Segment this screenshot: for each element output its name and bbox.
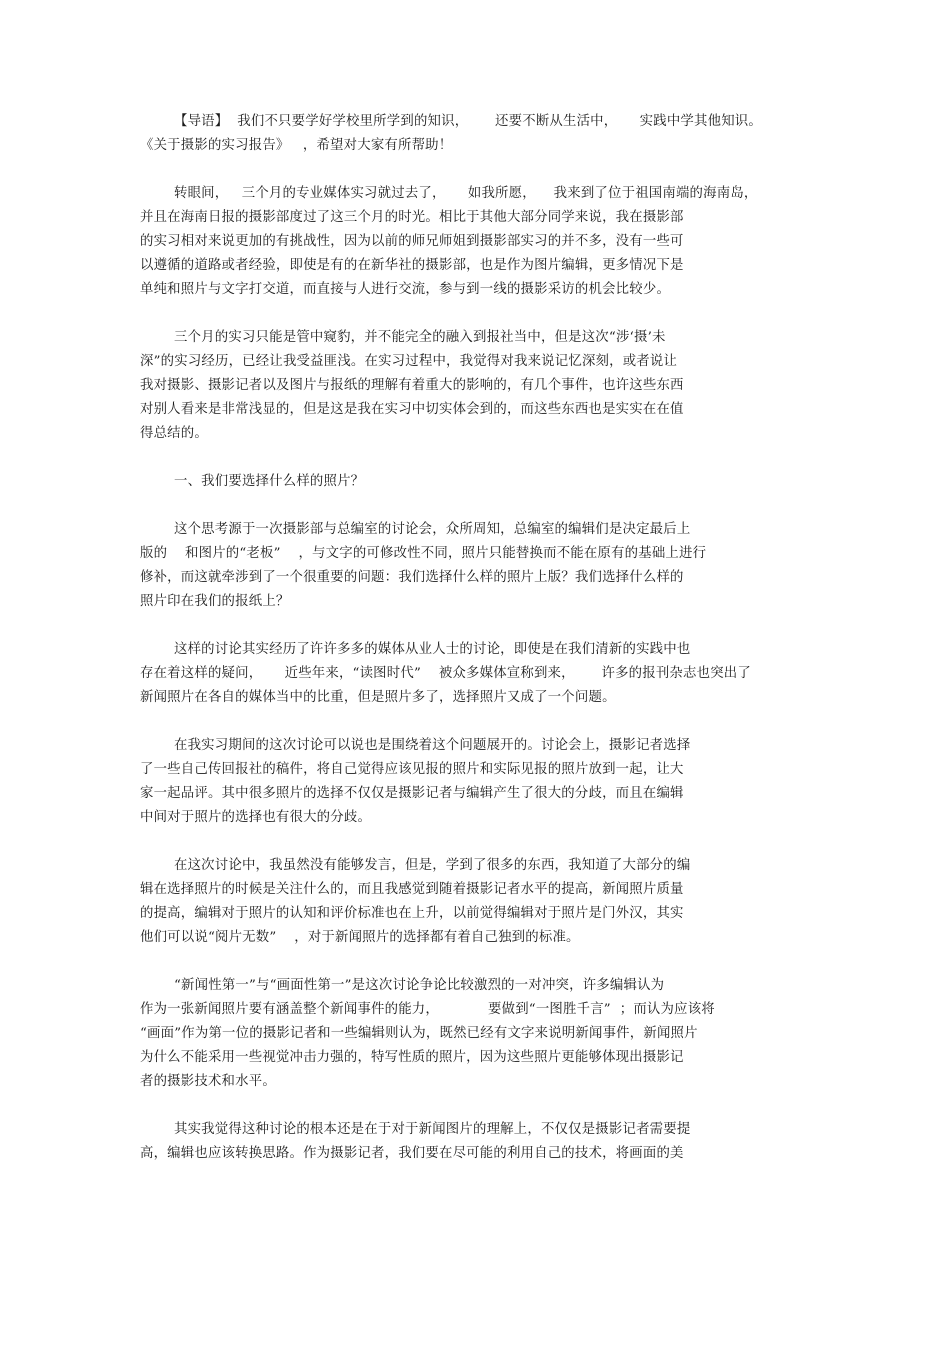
text-line: 了一些自己传回报社的稿件，将自己觉得应该见报的照片和实际见报的照片放到一起，让大 (140, 762, 684, 777)
text-line: 存在着这样的疑问， 近些年来，“读图时代” 被众多媒体宣称到来， 许多的报刊杂志也突出了 (140, 666, 751, 681)
text-line: 家一起品评。其中很多照片的选择不仅仅是摄影记者与编辑产生了很大的分歧，而且在编辑 (140, 786, 684, 801)
text-line: 中间对于照片的选择也有很大的分歧。 (140, 810, 372, 825)
text-line: 的提高，编辑对于照片的认知和评价标准也在上升，以前觉得编辑对于照片是门外汉，其实 (140, 906, 684, 921)
text-line: 《关于摄影的实习报告》 ，希望对大家有所帮助！ (140, 138, 453, 153)
paragraph-1 (140, 182, 796, 302)
text-line: 修补，而这就牵涉到了一个很重要的问题：我们选择什么样的照片上版？我们选择什么样的 (140, 570, 684, 585)
paragraph-2 (140, 326, 796, 446)
text-line: “画面”作为第一位的摄影记者和一些编辑则认为，既然已经有文字来说明新闻事件，新闻照片 (140, 1026, 698, 1041)
text-line: 以遵循的道路或者经验，即使是有的在新华社的摄影部，也是作为图片编辑，更多情况下是 (140, 258, 684, 273)
paragraph-6 (140, 854, 796, 950)
text-line: 新闻照片在各自的媒体当中的比重，但是照片多了，选择照片又成了一个问题。 (140, 690, 616, 705)
text-line: 他们可以说“阅片无数” ，对于新闻照片的选择都有着自己独到的标准。 (140, 930, 580, 945)
paragraph-5 (140, 734, 796, 830)
text-line: 【导语】 我们不只要学好学校里所学到的知识， 还要不断从生活中， 实践中学其他知识。 (174, 114, 762, 129)
text-line: 高，编辑也应该转换思路。作为摄影记者，我们要在尽可能的利用自己的技术，将画面的美 (140, 1146, 684, 1161)
text-line: 单纯和照片与文字打交道，而直接与人进行交流，参与到一线的摄影采访的机会比较少。 (140, 282, 671, 297)
paragraph-8 (140, 1118, 796, 1166)
document-page (140, 110, 796, 1166)
text-line: 对别人看来是非常浅显的，但是这是我在实习中切实体会到的，而这些东西也是实实在在值 (140, 402, 684, 417)
text-line: 这样的讨论其实经历了许许多多的媒体从业人士的讨论，即使是在我们清新的实践中也 (174, 642, 691, 657)
text-line: 三个月的实习只能是管中窥豹，并不能完全的融入到报社当中，但是这次“涉‘摄’未 (174, 330, 666, 345)
text-line: 这个思考源于一次摄影部与总编室的讨论会，众所周知，总编室的编辑们是决定最后上 (174, 522, 691, 537)
intro-paragraph (140, 110, 796, 158)
text-line: 照片印在我们的报纸上？ (140, 594, 290, 609)
text-line: 在这次讨论中，我虽然没有能够发言，但是，学到了很多的东西，我知道了大部分的编 (174, 858, 691, 873)
text-line: 在我实习期间的这次讨论可以说也是围绕着这个问题展开的。讨论会上，摄影记者选择 (174, 738, 691, 753)
section-heading: 一、我们要选择什么样的照片？ (174, 474, 365, 489)
text-line: 并且在海南日报的摄影部度过了这三个月的时光。相比于其他大部分同学来说，我在摄影部 (140, 210, 684, 225)
text-line: 其实我觉得这种讨论的根本还是在于对于新闻图片的理解上，不仅仅是摄影记者需要提 (174, 1122, 691, 1137)
text-line: 转眼间， 三个月的专业媒体实习就过去了， 如我所愿， 我来到了位于祖国南端的海南岛， (174, 186, 758, 201)
text-line: 作为一张新闻照片要有涵盖整个新闻事件的能力， 要做到“一图胜千言” ；而认为应该将 (140, 1002, 715, 1017)
text-line: 深”的实习经历，已经让我受益匪浅。在实习过程中，我觉得对我来说记忆深刻，或者说让 (140, 354, 678, 369)
paragraph-7 (140, 974, 796, 1094)
text-line: 的实习相对来说更加的有挑战性，因为以前的师兄师姐到摄影部实习的并不多，没有一些可 (140, 234, 684, 249)
text-line: 得总结的。 (140, 426, 208, 441)
paragraph-4 (140, 638, 796, 710)
text-line: 版的 和图片的“老板” ，与文字的可修改性不同，照片只能替换而不能在原有的基础上进行 (140, 546, 707, 561)
text-line: 我对摄影、摄影记者以及图片与报纸的理解有着重大的影响的，有几个事件，也许这些东西 (140, 378, 684, 393)
text-line: “新闻性第一”与“画面性第一”是这次讨论争论比较激烈的一对冲突，许多编辑认为 (174, 978, 665, 993)
paragraph-3 (140, 518, 796, 614)
text-line: 者的摄影技术和水平。 (140, 1074, 276, 1089)
text-line: 为什么不能采用一些视觉冲击力强的，特写性质的照片，因为这些照片更能够体现出摄影记 (140, 1050, 684, 1065)
text-line: 辑在选择照片的时候是关注什么的，而且我感觉到随着摄影记者水平的提高，新闻照片质量 (140, 882, 684, 897)
